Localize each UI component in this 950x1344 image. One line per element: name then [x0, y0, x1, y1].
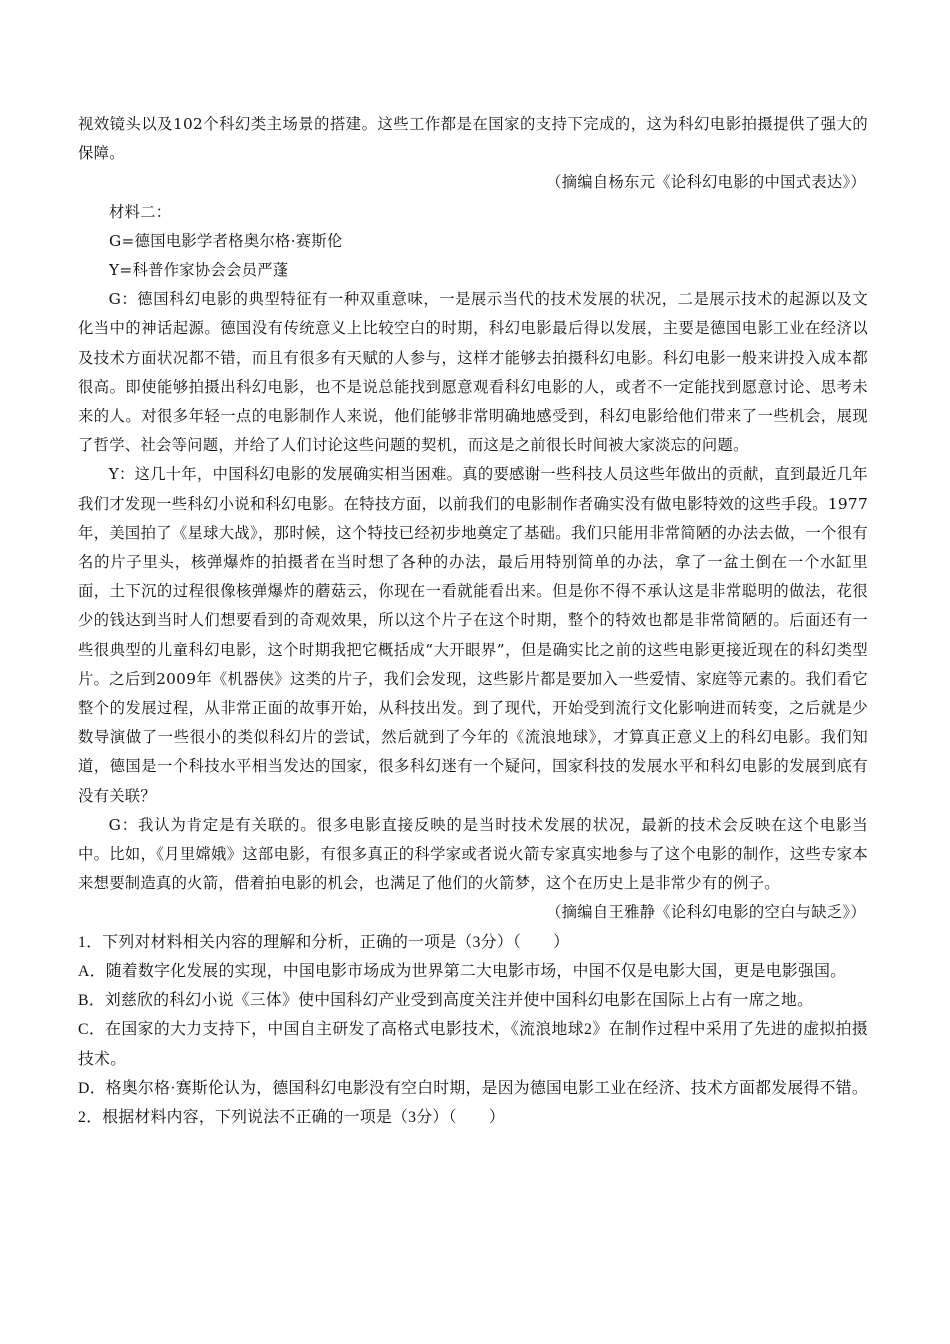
material2-title: 材料二： — [109, 202, 172, 221]
material1-source: （摘编自杨东元《论科幻电影的中国式表达》） — [546, 173, 866, 192]
interview-paragraph-y1: Y：这几十年，中国科幻电影的发展确实相当困难。真的要感谢一些科技人员这些年做出的贡献，直到最近几年我们才发现一些科幻小说和科幻电影。在特技方面，以前我们的电影制作者确实没有做电影特效的这些手段。1977年，美国拍了《星球大战》，那时候，这个特技已经初步地奠定了基础。我们只能用非常简陋的办法去做，一个很有名的片子里头，核弹爆炸的拍摄者在当时想了各种的办法，最后用特别简单的办法，拿了一盆土倒在一个水缸里面，土下沉的过程很像核弹爆炸的蘑菇云，你现在一看就能看出来。但是你不得不承认这是非常聪明的做法，花很少的钱达到当时人们想要看到的奇观效果，所以这个片子在这个时期，整个的特效也都是非常简陋的。后面还有一些很典型的儿童科幻电影，这个时期我把它概括成“大开眼界”，但是确实比之前的这些电影更接近现在的科幻类型片。之后到2009年《机器侠》这类的片子，我们会发现，这些影片都是要加入一些爱情、家庭等元素的。我们看它整个的发展过程，从非常正面的故事开始，从科技出发。到了现代，开始受到流行文化影响进而转变，之后就是少数导演做了一些很小的类似科幻片的尝试，然后就到了今年的《流浪地球》，才算真正意义上的科幻电影。我们知道，德国是一个科技水平相当发达的国家，很多科幻迷有一个疑问，国家科技的发展水平和科幻电影的发展到底有没有关联？ — [78, 465, 868, 805]
interview-paragraph-g2: G：我认为肯定是有关联的。很多电影直接反映的是当时技术发展的状况，最新的技术会反映在这个电影当中。比如，《月里嫦娥》这部电影，有很多真正的科学家或者说火箭专家真实地参与了这个电影的制作，这些专家本来想要制造真的火箭，借着拍电影的机会，也满足了他们的火箭梦，这个在历史上是非常少有的例子。 — [78, 815, 868, 893]
question-2-stem: 2．根据材料内容，下列说法不正确的一项是（3分）（ ） — [78, 1108, 506, 1126]
question-1-option-b[interactable]: B．刘慈欣的科幻小说《三体》使中国科幻产业受到高度关注并使中国科幻电影在国际上占有一席之地。 — [78, 992, 814, 1010]
question-1-option-c[interactable]: C．在国家的大力支持下，中国自主研发了高格式电影技术，《流浪地球2》在制作过程中采用了先进的虚拟拍摄技术。 — [78, 1021, 868, 1068]
speaker-g-definition: G=德国电影学者格奥尔格·赛斯伦 — [109, 231, 343, 250]
question-1-option-d[interactable]: D．格奥尔格·赛斯伦认为，德国科幻电影没有空白时期，是因为德国电影工业在经济、技术方面都发展得不错。 — [78, 1079, 868, 1097]
question-1-stem: 1．下列对材料相关内容的理解和分析，正确的一项是（3分）（ ） — [78, 933, 570, 951]
speaker-y-definition: Y=科普作家协会会员严蓬 — [109, 261, 289, 280]
question-1-option-a[interactable]: A．随着数字化发展的实现，中国电影市场成为世界第二大电影市场，中国不仅是电影大国，更是电影强国。 — [78, 962, 847, 980]
material1-tail: 视效镜头以及102个科幻类主场景的搭建。这些工作都是在国家的支持下完成的，这为科幻电影拍摄提供了强大的保障。 — [78, 115, 868, 163]
interview-paragraph-g1: G：德国科幻电影的典型特征有一种双重意味，一是展示当代的技术发展的状况，二是展示技术的起源以及文化当中的神话起源。德国没有传统意义上比较空白的时期，科幻电影最后得以发展，主要是德国电影工业在经济以及技术方面状况都不错，而且有很多有天赋的人参与，这样才能够去拍摄科幻电影。科幻电影一般来讲投入成本都很高。即使能够拍摄出科幻电影，也不是说总能找到愿意观看科幻电影的人，或者不一定能找到愿意讨论、思考未来的人。对很多年轻一点的电影制作人来说，他们能够非常明确地感受到，科幻电影给他们带来了一些机会，展现了哲学、社会等问题，并给了人们讨论这些问题的契机，而这是之前很长时间被大家淡忘的问题。 — [78, 290, 868, 455]
material2-source: （摘编自王雅静《论科幻电影的空白与缺乏》） — [546, 903, 866, 922]
